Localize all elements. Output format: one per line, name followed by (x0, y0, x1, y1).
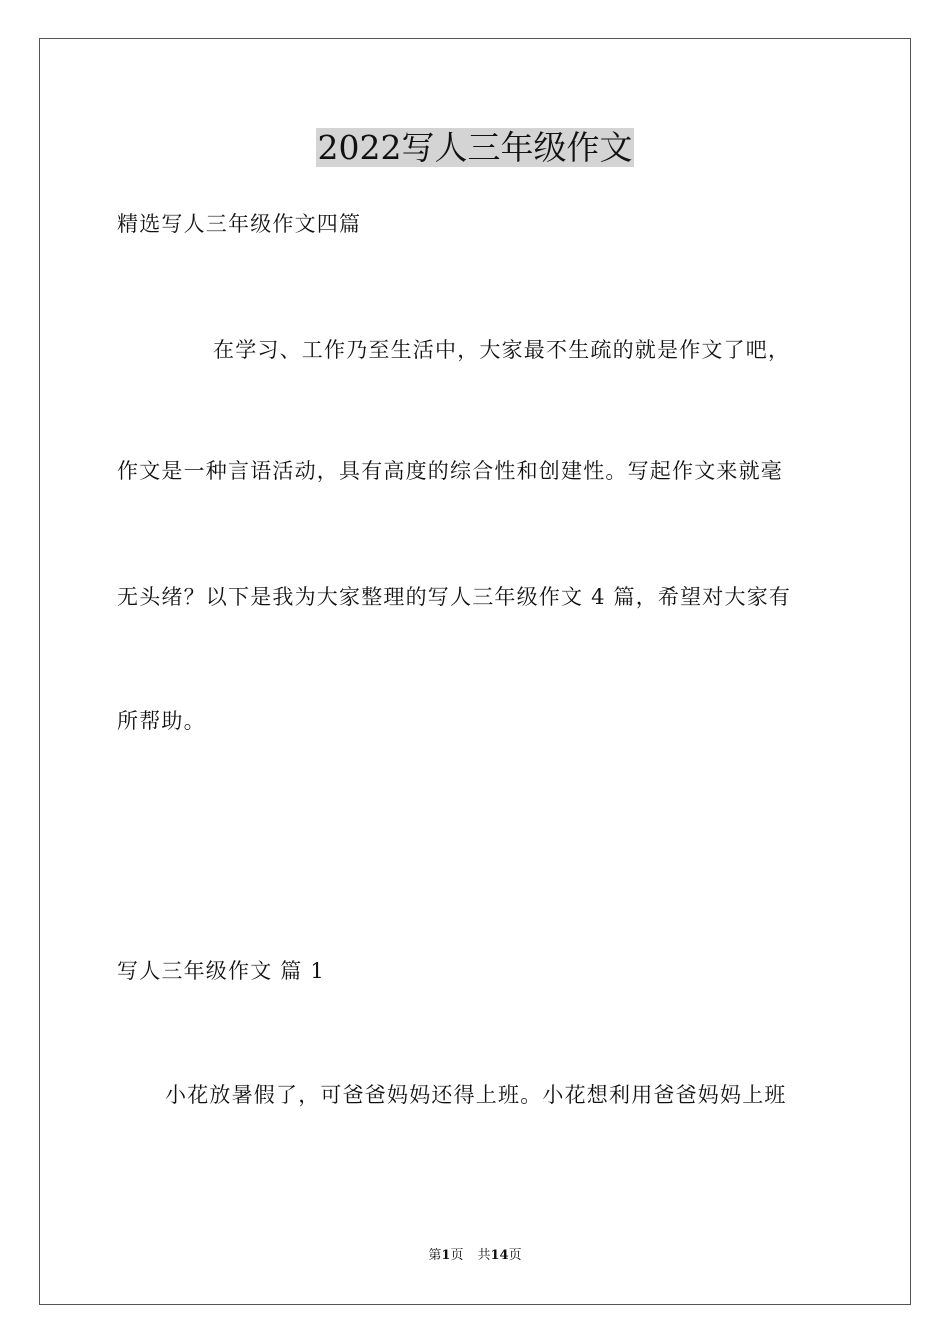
intro-paragraph-line-1: 在学习、工作乃至生活中，大家最不生疏的就是作文了吧， (213, 338, 791, 362)
footer-total-prefix: 共 (477, 1248, 491, 1263)
section-paragraph-line-1: 小花放暑假了，可爸爸妈妈还得上班。小花想利用爸爸妈妈上班 (165, 1083, 787, 1107)
document-title-text: 2022写人三年级作文 (317, 128, 633, 167)
section-heading: 写人三年级作文 篇 1 (117, 959, 325, 983)
footer-page-prefix: 第 (428, 1248, 442, 1263)
document-subtitle: 精选写人三年级作文四篇 (117, 212, 362, 236)
footer-page-number: 1 (441, 1248, 451, 1263)
intro-paragraph-line-3: 无头绪？以下是我为大家整理的写人三年级作文 4 篇，希望对大家有 (117, 585, 792, 609)
page-footer (0, 1247, 950, 1265)
footer-total-pages: 14 (490, 1248, 509, 1263)
footer-page-suffix: 页 (450, 1248, 464, 1263)
document-title (0, 126, 950, 170)
intro-paragraph-line-2: 作文是一种言语活动，具有高度的综合性和创建性。写起作文来就毫 (117, 459, 783, 483)
intro-paragraph-line-4: 所帮助。 (117, 709, 206, 733)
footer-total-suffix: 页 (508, 1248, 522, 1263)
